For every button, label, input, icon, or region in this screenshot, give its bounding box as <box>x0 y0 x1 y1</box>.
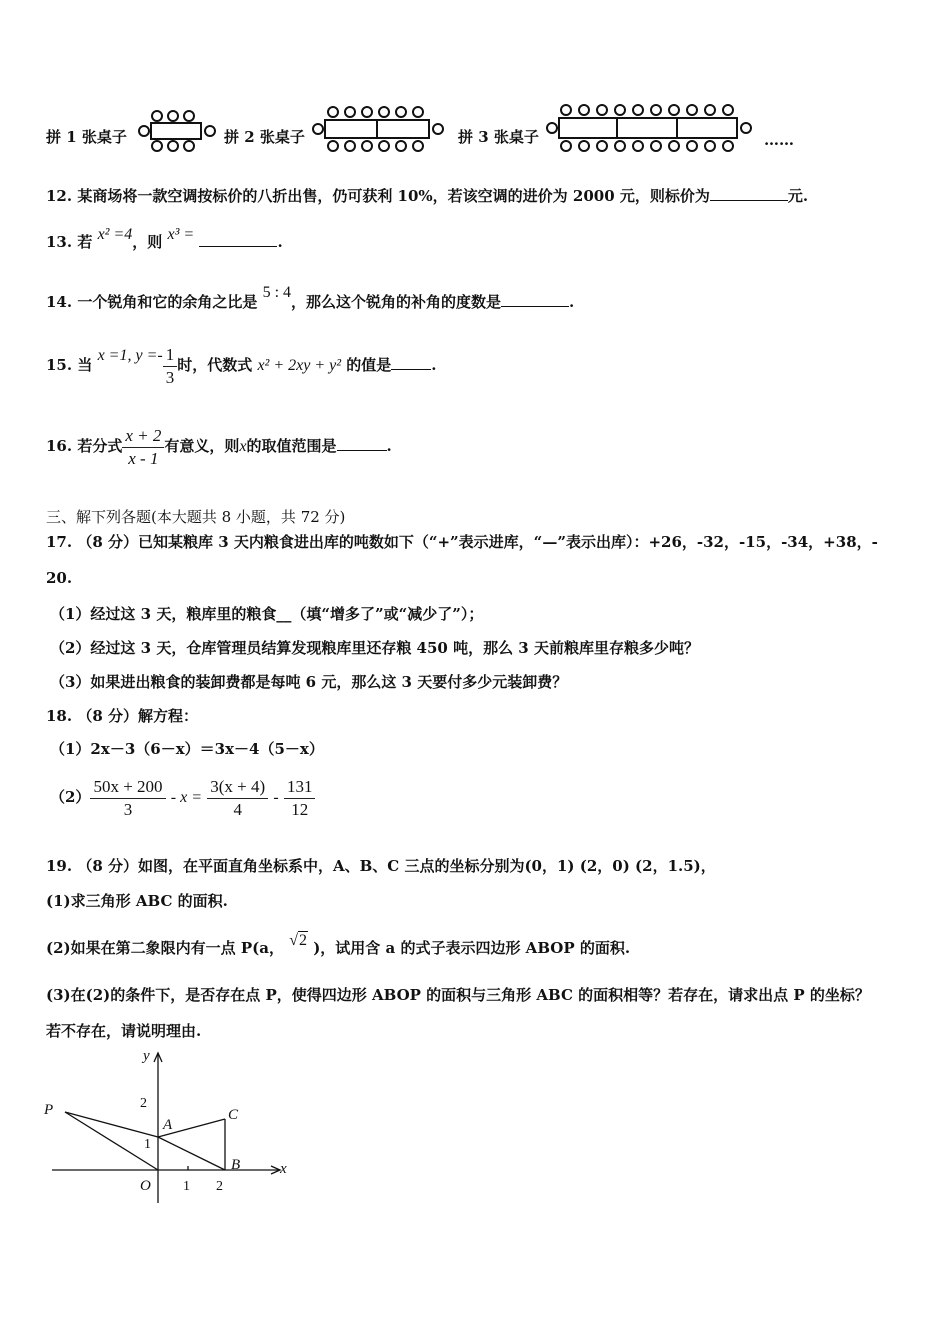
q15-den: 3 <box>165 367 175 387</box>
q14-mid: ，那么这个锐角的补角的度数是 <box>291 293 502 311</box>
q13-lead: 13. 若 <box>46 233 93 251</box>
q17-line1: 17. （8 分）已知某粮库 3 天内粮食进出库的吨数如下（“+”表示进库，“—”表示出库）：+26，-32，-15，-34，+38，- <box>46 533 878 551</box>
point-A-label: A <box>163 1117 173 1133</box>
q15-end: . <box>431 356 437 374</box>
question-12 <box>46 186 808 206</box>
q13-expr1: x² =4 <box>97 226 133 243</box>
q17-sub2: （2）经过这 3 天，仓库管理员结算发现粮库里还存粮 450 吨，那么 3 天前粮库里存粮多少吨？ <box>50 639 699 657</box>
question-13 <box>46 226 283 253</box>
table-diagram-3 <box>544 102 756 156</box>
q15-num: 1 <box>163 344 178 367</box>
q16-num: x + 2 <box>122 425 164 448</box>
q18-title: 18. （8 分）解方程： <box>46 707 198 725</box>
table-label-1: 拼 1 张桌子 <box>46 128 127 146</box>
q17-line2: 20. <box>46 569 73 587</box>
point-P-label: P <box>44 1102 54 1118</box>
ellipsis: …… <box>764 131 794 149</box>
q15-tail: 的值是 <box>346 356 392 374</box>
q17-sub3: （3）如果进出粮食的装卸费都是每吨 6 元，那么这 3 天要付多少元装卸费？ <box>50 673 568 691</box>
q15-expr: x² + 2xy + y² <box>257 357 342 374</box>
table-diagram-2 <box>311 104 447 156</box>
q13-mid: ，则 <box>132 233 163 251</box>
q16-lead: 16. 若分式 <box>46 437 123 455</box>
q15-fraction <box>163 344 178 389</box>
q18-mid: - x = <box>170 789 202 806</box>
q15-blank <box>391 355 431 370</box>
y-axis-label: y <box>143 1048 150 1064</box>
q15-lead: 15. 当 <box>46 356 93 374</box>
q13-blank <box>199 232 277 247</box>
segment-PA <box>65 1112 158 1137</box>
q16-blank <box>337 436 387 451</box>
coordinate-graph <box>40 1045 300 1205</box>
q18-eq2 <box>50 773 315 822</box>
q18-den1: 3 <box>123 799 133 819</box>
table-label-2: 拼 2 张桌子 <box>224 128 305 146</box>
q14-lead: 14. 一个锐角和它的余角之比是 <box>46 293 258 311</box>
table-label-3: 拼 3 张桌子 <box>458 128 539 146</box>
table-diagram-1 <box>138 108 218 156</box>
q13-tail: . <box>277 233 283 251</box>
tick-x2: 2 <box>216 1179 223 1194</box>
q14-tail: . <box>569 293 575 311</box>
q19-sub3-b: 若不存在，请说明理由. <box>46 1022 202 1040</box>
q14-blank <box>501 292 569 307</box>
q13-expr2: x³ = <box>167 226 195 243</box>
q12-tail: 元. <box>787 187 809 205</box>
question-15 <box>46 343 437 389</box>
q18-num2: 3(x + 4) <box>207 776 268 799</box>
origin-label: O <box>140 1178 151 1194</box>
q15-cond: x =1, y =- <box>97 347 163 364</box>
q18-eq1: （1）2x－3（6－x）＝3x－4（5－x） <box>50 740 324 758</box>
question-14 <box>46 284 575 313</box>
q19-sub2-b: )，试用含 a 的式子表示四边形 ABOP 的面积. <box>313 939 631 957</box>
q19-sub2 <box>46 932 631 959</box>
q18-minus: - <box>273 789 279 806</box>
q18-frac2 <box>207 776 268 821</box>
q14-ratio: 5 : 4 <box>262 284 292 301</box>
q17-sub1: （1）经过这 3 天，粮库里的粮食__（填“增多了”或“减少了”）； <box>50 605 484 623</box>
q16-fraction <box>122 425 164 470</box>
tick-y2: 2 <box>140 1096 147 1111</box>
point-C-label: C <box>228 1107 239 1123</box>
q16-tail: 的取值范围是 <box>246 437 337 455</box>
q19-sub2-a: (2)如果在第二象限内有一点 P(a， <box>46 939 284 957</box>
segment-AB <box>158 1137 225 1170</box>
q18-num1: 50x + 200 <box>90 776 165 799</box>
sqrt-symbol: √2 <box>289 932 307 949</box>
section-3-title: 三、解下列各题(本大题共 8 小题，共 72 分) <box>46 508 346 526</box>
q16-var: x <box>239 438 247 455</box>
q18-num3: 131 <box>284 776 316 799</box>
q12-blank <box>710 186 788 201</box>
q15-mid: 时，代数式 <box>177 356 253 374</box>
q16-mid: 有意义，则 <box>164 437 240 455</box>
point-B-label: B <box>231 1157 241 1173</box>
q12-text: 12. 某商场将一款空调按标价的八折出售，仍可获利 10%，若该空调的进价为 2000 元，则标价为 <box>46 187 710 205</box>
x-axis-label: x <box>280 1161 287 1177</box>
q16-end: . <box>386 437 392 455</box>
tick-y1: 1 <box>144 1137 151 1152</box>
tick-x1: 1 <box>183 1179 190 1194</box>
q18-den2: 4 <box>233 799 242 819</box>
q18-frac3 <box>284 776 316 821</box>
q19-line1: 19. （8 分）如图，在平面直角坐标系中，A、B、C 三点的坐标分别为(0，1) (2，0) (2，1.5)， <box>46 857 716 875</box>
q18-den3: 12 <box>291 799 309 819</box>
q19-sub3: (3)在(2)的条件下，是否存在点 P，使得四边形 ABOP 的面积与三角形 ABC 的面积相等？若存在，请求出点 P 的坐标？ <box>46 986 870 1004</box>
q18-frac1 <box>90 776 165 821</box>
question-16 <box>46 424 392 470</box>
q18-eq2-label: （2） <box>50 788 91 806</box>
q16-den: x - 1 <box>128 448 159 468</box>
q19-sub2-root: 2 <box>298 932 307 949</box>
q19-sub1: (1)求三角形 ABC 的面积. <box>46 892 228 910</box>
